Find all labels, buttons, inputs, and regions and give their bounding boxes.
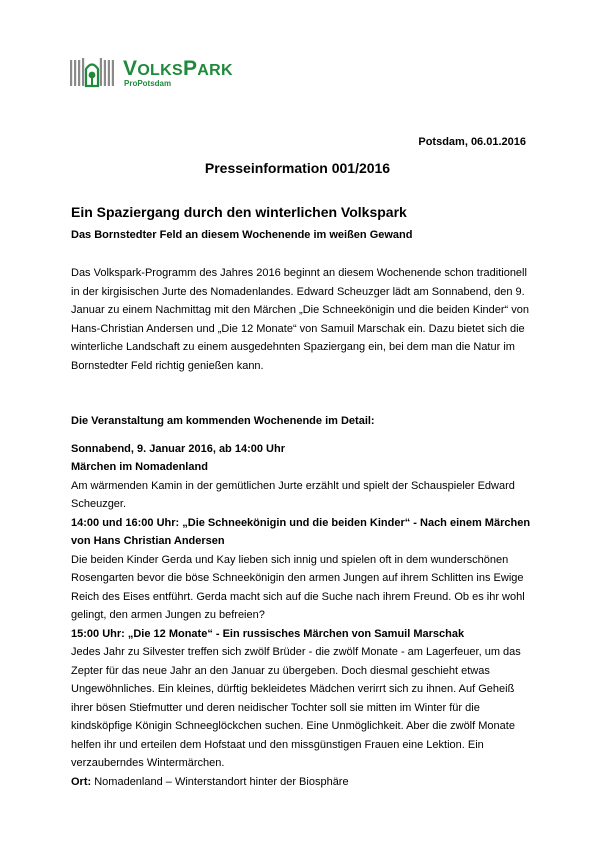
event-date: Sonnabend, 9. Januar 2016, ab 14:00 Uhr <box>71 442 285 455</box>
location-value: Nomadenland – Winterstandort hinter der Biosphäre <box>91 775 349 788</box>
logo-subline: ProPotsdam <box>124 79 172 88</box>
intro-paragraph: Das Volkspark-Programm des Jahres 2016 beginnt an diesem Wochenende schon traditionell in der kirgisischen Jurte des Nomadenlandes. Edward Scheuzger lädt am Sonnabend, den 9. Januar zu einem Nachmittag mit den Märchen „Die Schneekönigin und die beiden Kinder“ von Hans-Christian Andersen und „Die 12 Monate“ von Samuil Marschak ein. Dazu bietet sich die winterliche Landschaft zu einem ausgedehnten Spaziergang ein, bei dem man die Natur im Bornstedter Feld richtig genießen kann. <box>71 267 529 372</box>
event-description: Am wärmenden Kamin in der gemütlichen Jurte erzählt und spielt der Schauspieler Edward Scheuzger. <box>71 479 515 510</box>
article-headline: Ein Spaziergang durch den winterlichen Volkspark <box>71 204 407 220</box>
section-heading: Die Veranstaltung am kommenden Wochenende im Detail: <box>71 415 375 427</box>
event-title: Märchen im Nomadenland <box>71 461 208 473</box>
article-subheadline: Das Bornstedter Feld an diesem Wochenende im weißen Gewand <box>71 229 413 241</box>
document-title: Presseinformation 001/2016 <box>204 160 391 176</box>
slot2-heading: 15:00 Uhr: „Die 12 Monate“ - Ein russisches Märchen von Samuil Marschak <box>71 627 465 640</box>
release-date: Potsdam, 06.01.2016 <box>418 136 526 148</box>
article-body <box>71 264 531 791</box>
location-label: Ort: <box>71 775 92 788</box>
volkspark-gate-icon <box>70 56 114 88</box>
location-line <box>71 773 531 792</box>
volkspark-logo <box>70 56 260 92</box>
slot2-text: Jedes Jahr zu Silvester treffen sich zwölf Brüder - die zwölf Monate - am Lagerfeuer, um das Zepter für das neue Jahr an den Januar zu übergeben. Doch diesmal geschieht etwas Ungewöhnliches. Ein kleines, dürftig bekleidetes Mädchen verirrt sich zu ihnen. Auf Geheiß ihrer bösen Stiefmutter und deren neidischer Tochter soll sie mitten im Winter für die kindsköpfige Königin Schneeglöckchen suchen. Eine Unmöglichkeit. Aber die zwölf Monate helfen ihr und erteilen dem Hofstaat und den missgünstigen Frauen eine Lektion. Ein verzauberndes Wintermärchen. <box>71 646 521 769</box>
slot1-heading: 14:00 und 16:00 Uhr: „Die Schneekönigin und die beiden Kinder“ - Nach einem Märchen von Hans Christian Andersen <box>71 516 531 547</box>
slot1-text: Die beiden Kinder Gerda und Kay lieben sich innig und spielen oft in dem wunderschönen Rosengarten bevor die böse Schneekönigin den armen Jungen auf ihrem Schlitten ins Ewige Reich des Eises entführt. Gerda macht sich auf die Suche nach ihrem Freund. Ob es ihr wohl gelingt, den armen Jungen zu befreien? <box>71 553 525 621</box>
logo-wordmark: VOLKSPARK <box>123 57 233 80</box>
